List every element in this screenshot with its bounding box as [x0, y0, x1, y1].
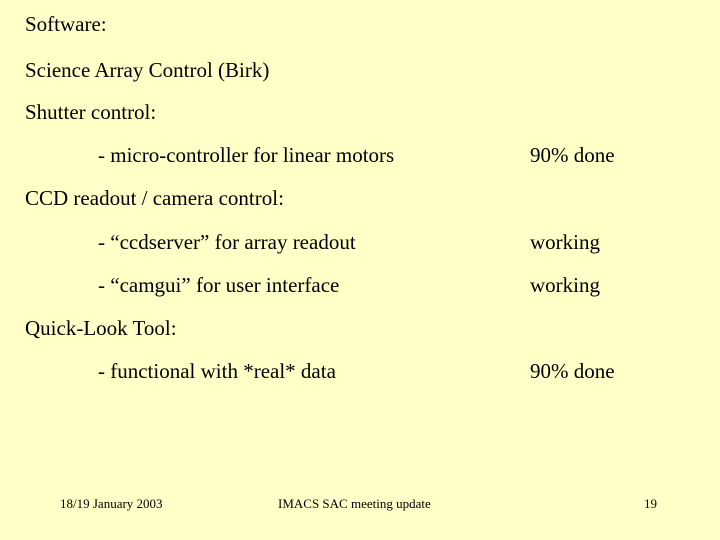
slide-subtitle: Science Array Control (Birk): [25, 58, 270, 82]
status-text: working: [530, 273, 600, 297]
footer-page-number: 19: [644, 496, 657, 511]
status-text: 90% done: [530, 143, 615, 167]
list-item-text: - “camgui” for user interface: [98, 273, 340, 297]
list-item-text: - functional with *real* data: [98, 359, 336, 383]
slide-title: Software:: [25, 12, 107, 36]
status-text: working: [530, 230, 600, 254]
list-item-text: - micro-controller for linear motors: [98, 143, 395, 167]
section-heading-ccd: CCD readout / camera control:: [25, 186, 284, 210]
section-heading-shutter: Shutter control:: [25, 100, 157, 124]
footer-title: IMACS SAC meeting update: [278, 496, 431, 511]
section-heading-quicklook: Quick-Look Tool:: [25, 316, 177, 340]
list-item-text: - “ccdserver” for array readout: [98, 230, 356, 254]
status-text: 90% done: [530, 359, 615, 383]
footer-date: 18/19 January 2003: [60, 496, 163, 511]
